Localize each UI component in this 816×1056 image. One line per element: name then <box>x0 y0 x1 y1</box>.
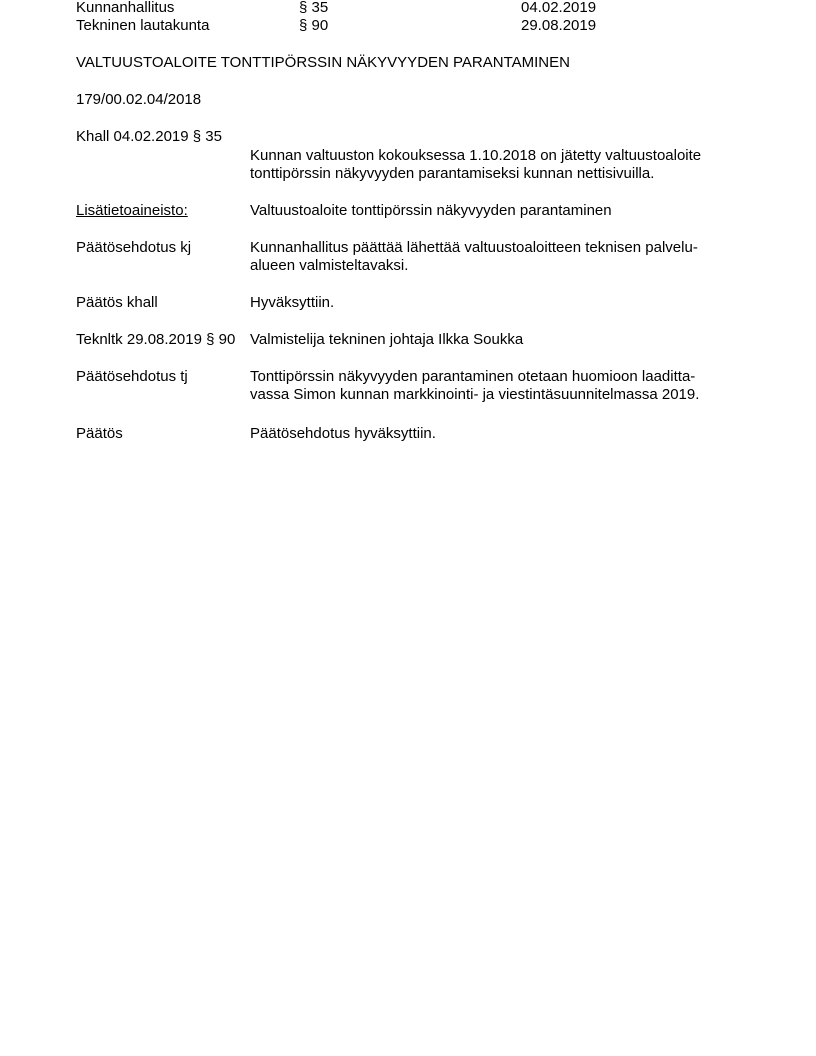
paatos-khall-label: Päätös khall <box>76 294 158 311</box>
header-body-kunnanhallitus: Kunnanhallitus <box>76 0 175 16</box>
lisatietoaineisto-label: Lisätietoaineisto: <box>76 202 188 219</box>
paatos-khall-text: Hyväksyttiin. <box>250 294 335 311</box>
paatosehdotus-kj-line-1: Kunnanhallitus päättää lähettää valtuustoaloitteen teknisen palvelu- <box>250 239 698 256</box>
header-date-tekninen-lautakunta: 29.08.2019 <box>521 17 597 34</box>
intro-line-1: Kunnan valtuuston kokouksessa 1.10.2018 on jätetty valtuustoaloite <box>250 147 702 164</box>
khall-heading: Khall 04.02.2019 § 35 <box>76 128 222 145</box>
document-title: VALTUUSTOALOITE TONTTIPÖRSSIN NÄKYVYYDEN PARANTAMINEN <box>76 54 570 71</box>
paatosehdotus-tj-line-2: vassa Simon kunnan markkinointi- ja viestintäsuunnitelmassa 2019. <box>250 386 700 403</box>
diary-number: 179/00.02.04/2018 <box>76 91 202 108</box>
paatos-label: Päätös <box>76 425 123 442</box>
intro-line-2: tonttipörssin näkyvyyden parantamiseksi kunnan nettisivuilla. <box>250 165 655 182</box>
teknltk-label: Teknltk 29.08.2019 § 90 <box>76 331 236 348</box>
paatos-text: Päätösehdotus hyväksyttiin. <box>250 425 436 442</box>
paatosehdotus-kj-line-2: alueen valmisteltavaksi. <box>250 257 409 274</box>
teknltk-text: Valmistelija tekninen johtaja Ilkka Soukka <box>250 331 524 348</box>
lisatietoaineisto-text: Valtuustoaloite tonttipörssin näkyvyyden parantaminen <box>250 202 612 219</box>
header-body-tekninen-lautakunta: Tekninen lautakunta <box>76 17 210 34</box>
header-section-kunnanhallitus: § 35 <box>299 0 329 16</box>
header-date-kunnanhallitus: 04.02.2019 <box>521 0 597 16</box>
paatosehdotus-kj-label: Päätösehdotus kj <box>76 239 192 256</box>
paatosehdotus-tj-label: Päätösehdotus tj <box>76 368 188 385</box>
paatosehdotus-tj-line-1: Tonttipörssin näkyvyyden parantaminen otetaan huomioon laaditta- <box>250 368 696 385</box>
header-section-tekninen-lautakunta: § 90 <box>299 17 329 34</box>
